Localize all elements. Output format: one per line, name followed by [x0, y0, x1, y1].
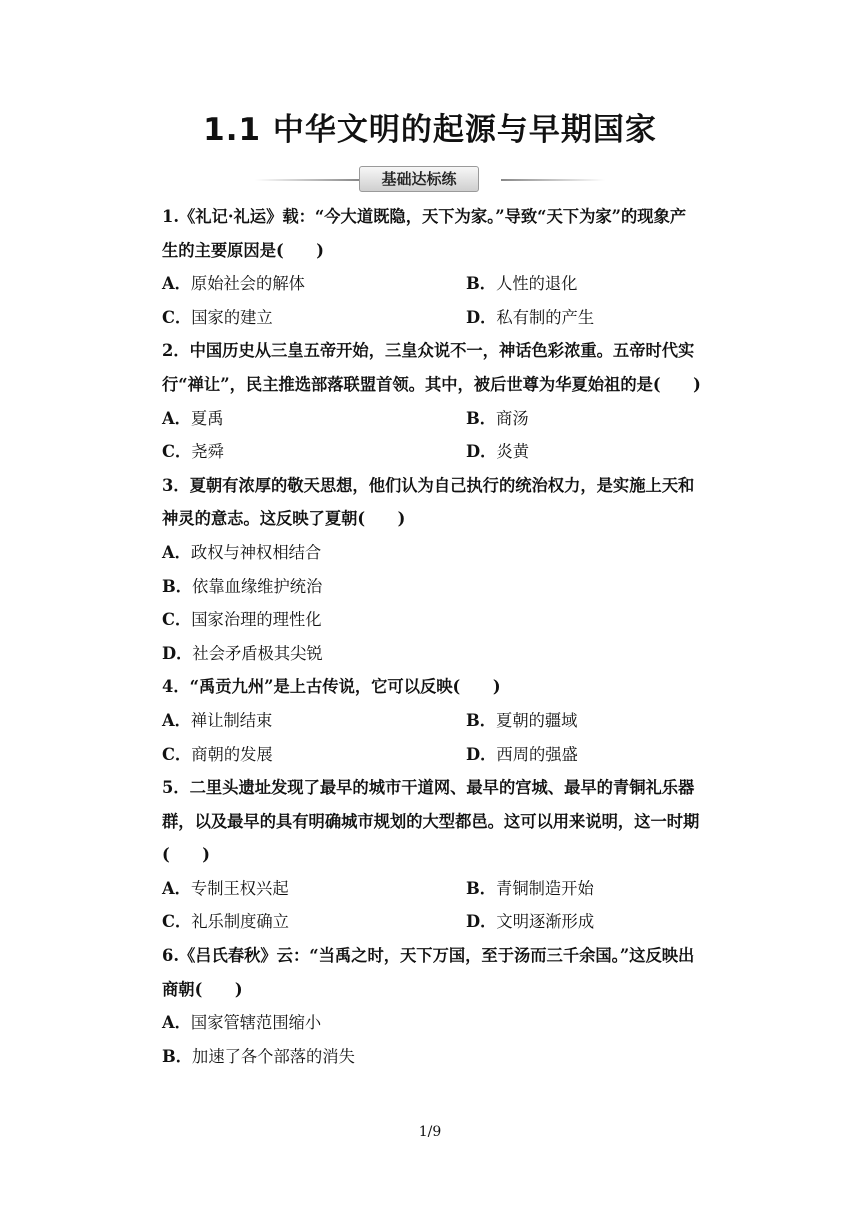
divider-right — [501, 179, 605, 181]
option-a: A．禅让制结束 — [162, 710, 273, 730]
options-row — [162, 738, 702, 772]
option-b: B．人性的退化 — [466, 274, 578, 294]
page-number: 1/9 — [418, 1124, 442, 1140]
options-row — [162, 267, 702, 301]
question-1-text: 1.《礼记·礼运》载：“今大道既隐，天下为家。”导致“天下为家”的现象产生的主要原因是( ) — [162, 207, 687, 260]
options-row — [162, 704, 702, 738]
question-5-text: 5．二里头遗址发现了最早的城市干道网、最早的宫城、最早的青铜礼乐器群，以及最早的具有明确城市规划的大型都邑。这可以用来说明，这一时期( ) — [162, 778, 700, 865]
option-d: D．社会矛盾极其尖锐 — [162, 643, 323, 663]
options-row — [162, 905, 702, 939]
option-d: D．炎黄 — [466, 442, 529, 462]
option-b: B．加速了各个部落的消失 — [162, 1046, 355, 1066]
option-d: D．私有制的产生 — [466, 307, 595, 327]
question-list — [162, 200, 702, 1073]
option-a: A．国家管辖范围缩小 — [162, 1013, 322, 1033]
option-b: B．夏朝的疆域 — [466, 710, 578, 730]
option-c: C．礼乐制度确立 — [162, 912, 289, 932]
option-a: A．原始社会的解体 — [162, 274, 305, 294]
option-c: C．商朝的发展 — [162, 744, 273, 764]
option-c: C．国家治理的理性化 — [162, 610, 322, 630]
page-title: 1.1 中华文明的起源与早期国家 — [203, 112, 657, 148]
options-row — [162, 301, 702, 335]
option-b: B．依靠血缘维护统治 — [162, 576, 323, 596]
options-row — [162, 402, 702, 436]
option-b: B．青铜制造开始 — [466, 878, 594, 898]
options-row — [162, 872, 702, 906]
option-a: A．专制王权兴起 — [162, 878, 289, 898]
option-d: D．文明逐渐形成 — [466, 912, 595, 932]
option-b: B．商汤 — [466, 408, 529, 428]
question-4-text: 4．“禹贡九州”是上古传说，它可以反映( ) — [162, 677, 501, 697]
option-c: C．国家的建立 — [162, 307, 273, 327]
option-a: A．政权与神权相结合 — [162, 542, 322, 562]
question-2-text: 2．中国历史从三皇五帝开始，三皇众说不一，神话色彩浓重。五帝时代实行“禅让”，民主推选部落联盟首领。其中，被后世尊为华夏始祖的是( ) — [162, 341, 701, 394]
option-d: D．西周的强盛 — [466, 744, 578, 764]
options-row — [162, 435, 702, 469]
option-c: C．尧舜 — [162, 442, 224, 462]
option-a: A．夏禹 — [162, 408, 224, 428]
question-6-text: 6.《吕氏春秋》云：“当禹之时，天下万国，至于汤而三千余国。”这反映出商朝( ) — [162, 946, 695, 999]
question-3-text: 3．夏朝有浓厚的敬天思想，他们认为自己执行的统治权力，是实施上天和神灵的意志。这反映了夏朝( ) — [162, 475, 695, 529]
section-label: 基础达标练 — [359, 166, 479, 192]
section-header — [255, 166, 605, 194]
divider-left — [255, 179, 359, 181]
